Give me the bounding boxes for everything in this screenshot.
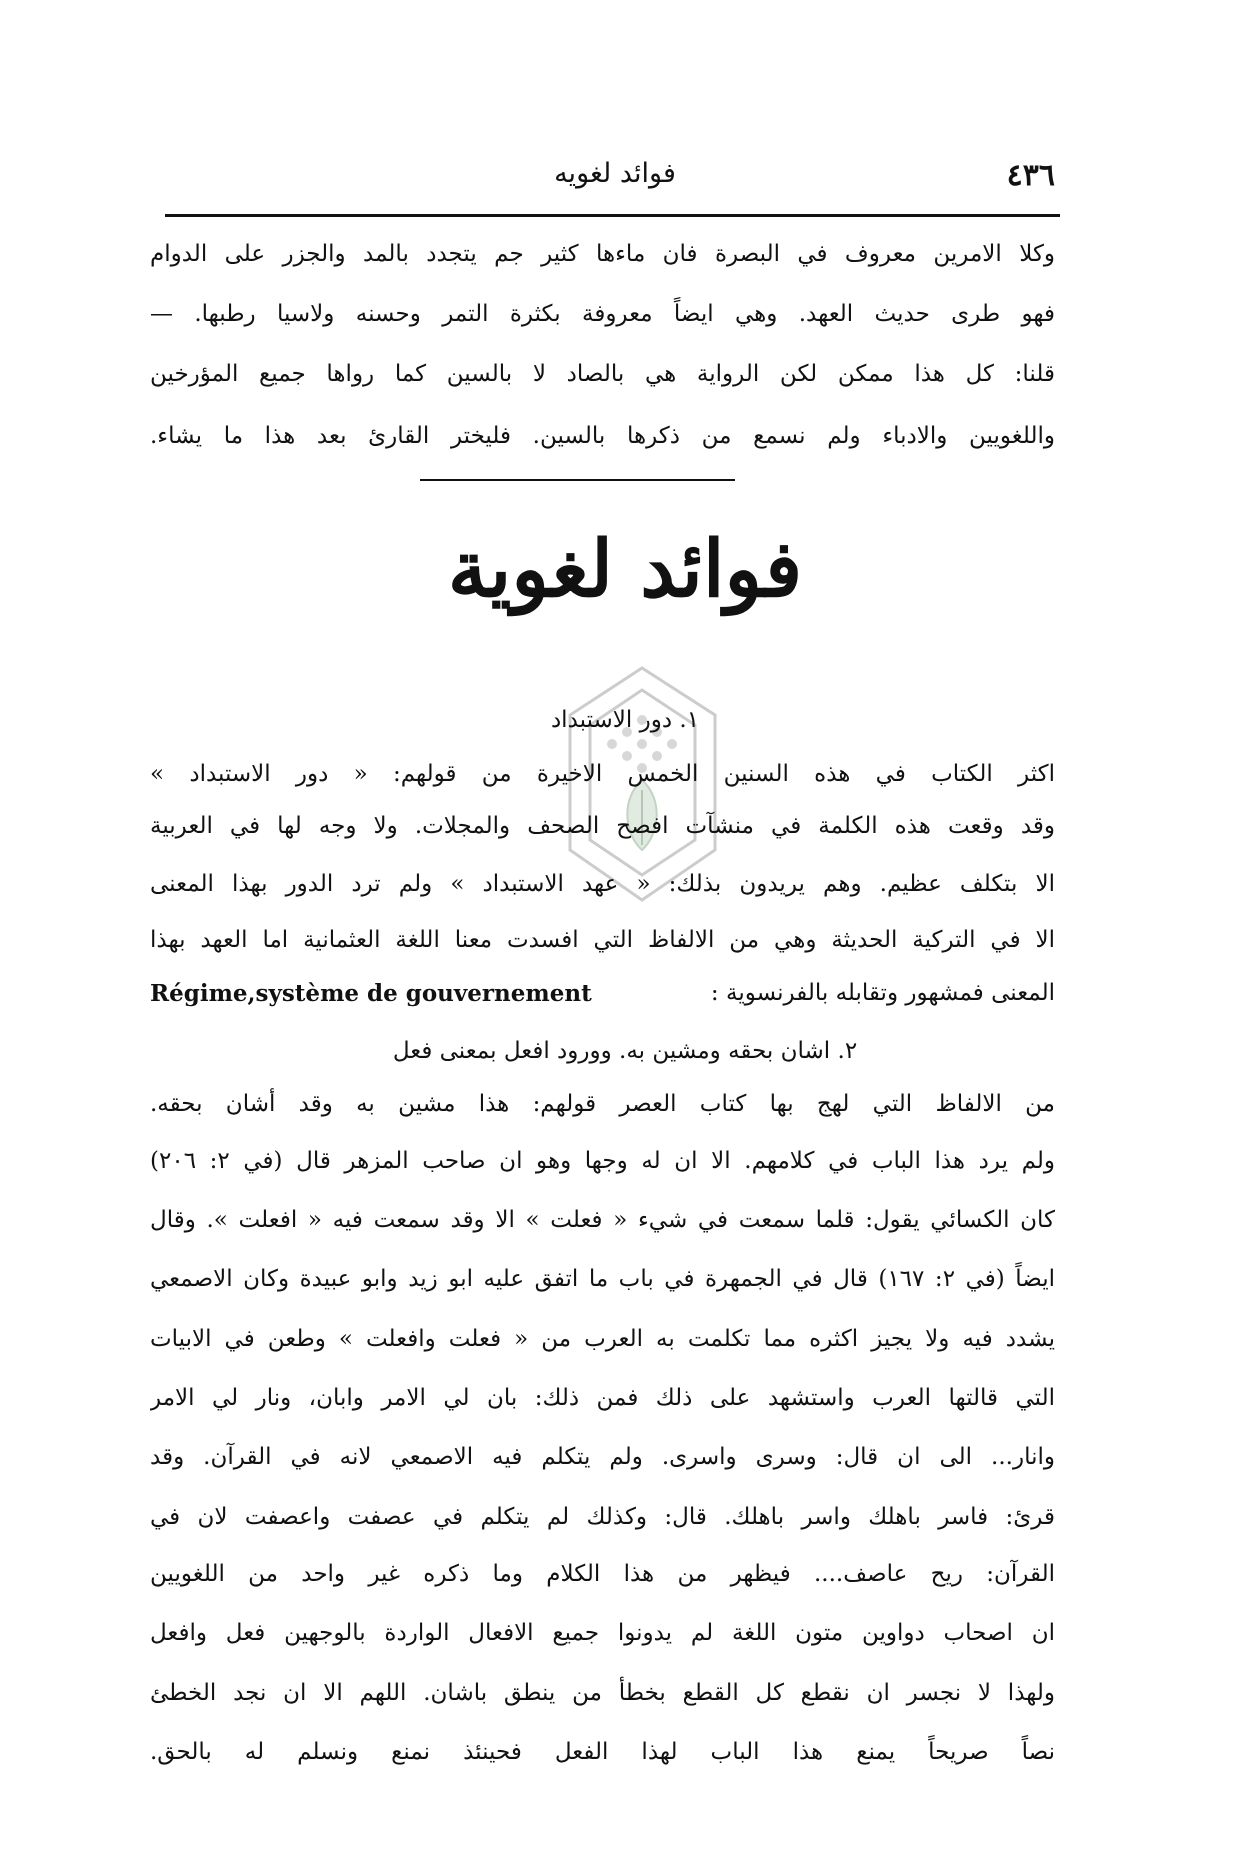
paragraph-line: من الالفاظ التي لهج بها كتاب العصر قولهم: هذا مشين به وقد أشان بحقه. [150, 1091, 1055, 1117]
main-heading: فوائد لغوية [447, 524, 803, 615]
section-title: ١. دور الاستبداد [550, 707, 700, 733]
page-header [175, 158, 1055, 206]
section-divider [420, 479, 735, 481]
paragraph-line: ايضاً (في ٢: ١٦٧) قال في الجمهرة في باب ما اتفق عليه ابو زيد وابو عبيدة وكان الاصمعي [150, 1266, 1055, 1292]
paragraph-line: القرآن: ريح عاصف.... فيظهر من هذا الكلام وما ذكره غير واحد من اللغويين [150, 1561, 1055, 1587]
paragraph-line: المعنى فمشهور وتقابله بالفرنسوية : [710, 980, 1055, 1006]
paragraph-line: فهو طرى حديث العهد. وهي ايضاً معروفة بكثرة التمر وحسنه ولاسيا رطبها. — [150, 301, 1055, 327]
header-rule [165, 214, 1060, 217]
paragraph-line: اكثر الكتاب في هذه السنين الخمس الاخيرة من قولهم: « دور الاستبداد » [150, 761, 1055, 787]
paragraph-line: كان الكسائي يقول: قلما سمعت في شيء « فعلت » الا وقد سمعت فيه « افعلت ». وقال [150, 1207, 1055, 1233]
paragraph-line: وقد وقعت هذه الكلمة في منشآت افصح الصحف والمجلات. ولا وجه لها في العربية [150, 813, 1055, 839]
paragraph-line: الا في التركية الحديثة وهي من الالفاظ التي افسدت معنا اللغة العثمانية اما العهد بهذا [150, 927, 1055, 953]
paragraph-line: وانار... الى ان قال: وسرى واسرى. ولم يتكلم فيه الاصمعي لانه في القرآن. وقد [150, 1444, 1055, 1470]
section-title: ٢. اشان بحقه ومشين به. وورود افعل بمعنى فعل [392, 1038, 858, 1064]
paragraph-line: ولم يرد هذا الباب في كلامهم. الا ان له وجها وهو ان صاحب المزهر قال (في ٢: ٢٠٦) [150, 1148, 1055, 1174]
paragraph-line: قرئ: فاسر باهلك واسر باهلك. قال: وكذلك لم يتكلم في عصفت واعصفت لان في [150, 1504, 1055, 1530]
paragraph-line: نصاً صريحاً يمنع هذا الباب لهذا الفعل فحينئذ نمنع ونسلم له بالحق. [150, 1739, 1055, 1765]
paragraph-line: يشدد فيه ولا يجيز اكثره مما تكلمت به العرب من « فعلت وافعلت » وطعن في الابيات [150, 1326, 1055, 1352]
running-title: فوائد لغويه [554, 158, 676, 189]
paragraph-line: الا بتكلف عظيم. وهم يريدون بذلك: « عهد الاستبداد » ولم ترد الدور بهذا المعنى [150, 871, 1055, 897]
paragraph-line: قلنا: كل هذا ممكن لكن الرواية هي بالصاد لا بالسين كما رواها جميع المؤرخين [150, 361, 1055, 387]
french-gloss: Régime,système de gouvernement [150, 979, 592, 1007]
paragraph-line: ان اصحاب دواوين متون اللغة لم يدونوا جميع الافعال الواردة بالوجهين فعل وافعل [150, 1620, 1055, 1646]
french-gloss-line [150, 971, 1055, 1015]
paragraph-line: ولهذا لا نجسر ان نقطع كل القطع بخطأ من ينطق باشان. اللهم الا ان نجد الخطئ [150, 1680, 1055, 1706]
paragraph-line: واللغويين والادباء ولم نسمع من ذكرها بالسين. فليختر القارئ بعد هذا ما يشاء. [150, 423, 1055, 449]
paragraph-line: وكلا الامرين معروف في البصرة فان ماءها كثير جم يتجدد بالمد والجزر على الدوام [150, 241, 1055, 267]
paragraph-line: التي قالتها العرب واستشهد على ذلك فمن ذلك: بان لي الامر وابان، ونار لي الامر [150, 1385, 1055, 1411]
page-number: ٤٣٦ [1006, 158, 1055, 193]
